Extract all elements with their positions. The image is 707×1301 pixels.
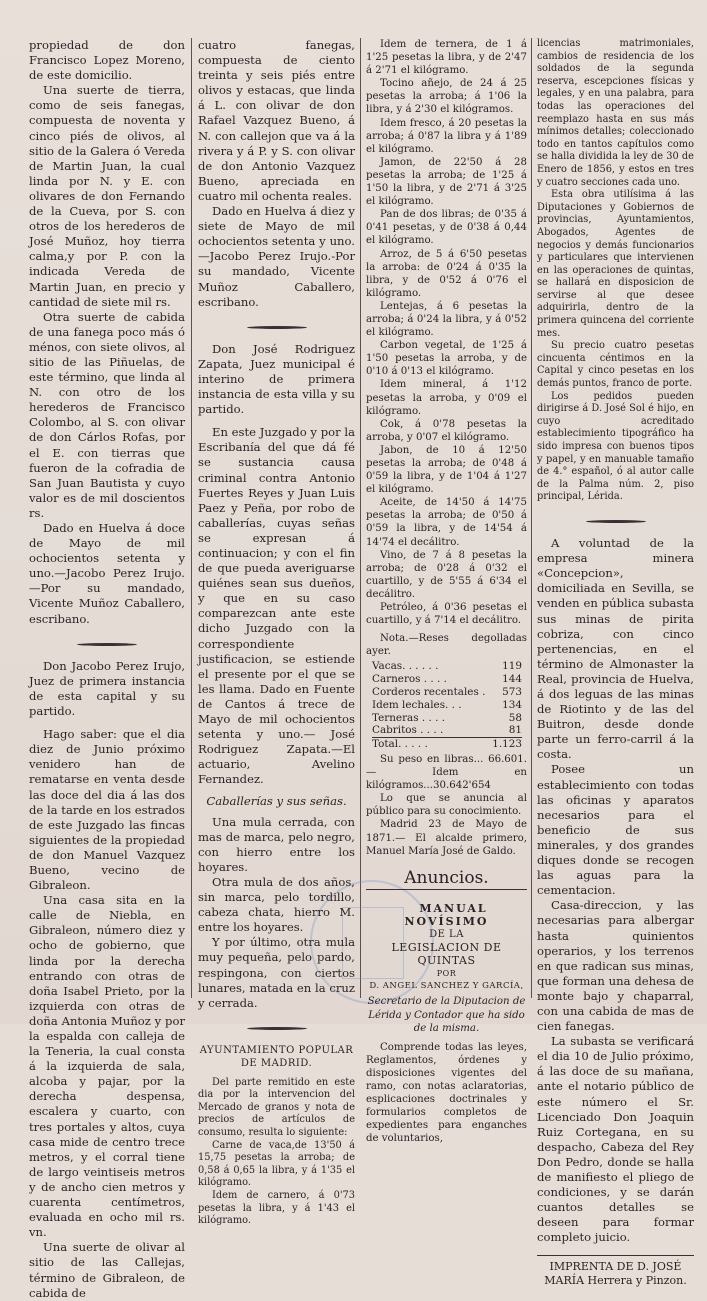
table-row: [372, 686, 522, 699]
table-row: [372, 724, 522, 737]
section-heading: Don Jacobo Perez Irujo, Juez de primera instancia de esta capital y su partido.: [29, 658, 185, 719]
printer-imprint: IMPRENTA DE D. JOSÉ MARÍA Herrera y Pinzon.: [537, 1255, 694, 1288]
ad-title-line: LEGISLACION DE QUINTAS: [391, 941, 502, 968]
table-cell: 81: [508, 724, 522, 737]
subheading: Caballerías y sus señas.: [206, 793, 347, 808]
divider-ornament: [537, 512, 694, 527]
paragraph: Jamon, de 22'50 á 28 pesetas la arroba; de 1'25 á 1'50 la libra, y de 2'71 á 3'25 el kilógramo.: [366, 156, 527, 208]
paragraph: Arroz, de 5 á 6'50 pesetas la arroba: de 0'24 á 0'35 la libra, y de 0'52 á 0'76 el kilógramo.: [366, 248, 527, 299]
table-row: [372, 712, 522, 725]
column-rule: [360, 38, 361, 998]
table-cell: Terneras . . . .: [372, 711, 445, 724]
table-row: [372, 673, 522, 686]
paragraph: Cok, á 0'78 pesetas la arroba, y 0'07 el kilógramo.: [366, 418, 527, 443]
paragraph: Esta obra utilísima á las Diputaciones y Gobiernos de provincias, Ayuntamientos, Abogados, Agentes de negocios y demás funcionarios y particulares que intervienen en las operaciones de quintas, se hallará en disposicion de servirse al que desee adquirirla, dentro de la primera quincena del corriente mes.: [537, 189, 694, 339]
ad-author-title: Secretario de la Diputacion de Lérida y Contador que ha sido de la misma.: [367, 996, 526, 1034]
table-cell: Idem lechales. . .: [372, 698, 462, 711]
section-subtitle: DE MADRID.: [240, 1058, 313, 1069]
column-2: [198, 38, 355, 1228]
table-cell: 573: [502, 686, 522, 698]
paragraph: Posee un establecimiento con todas las oficinas y aparatos necesarios para el beneficio de sus minerales, y dos grandes diques donde se recogen las aguas para la cementacion.: [537, 762, 694, 898]
paragraph: Del parte remitido en este dia por la intervencion del Mercado de granos y nota de precios de artículos de consumo, resulta lo siguiente:: [198, 1076, 355, 1138]
paragraph: A voluntad de la empresa minera «Concepcion», domiciliada en Sevilla, se venden en pública subasta sus minas de pirita cobriza, con cinco pertenencias, en el término de Almonaster la Real, provincia de Huelva, á dos leguas de las minas de Riotinto y de las del Buitron, desde donde parte un ferro-carril á la costa.: [537, 536, 694, 762]
paragraph: Dado en Huelva á diez y siete de Mayo de mil ochocientos setenta y uno.—Jacobo Perez Irujo.-Por su mandado, Vicente Muñoz Caballero, escribano.: [198, 204, 355, 309]
paragraph: Casa-direccion, y las necesarias para albergar hasta quinientos operarios, y los terrenos en que radican sus minas, que forman una dehesa de monte bajo y chaparral, con una cabida de mas de cien fanegas.: [537, 898, 694, 1034]
paragraph: Madrid 23 de Mayo de 1871.— El alcalde primero, Manuel María José de Galdo.: [366, 819, 527, 857]
paragraph: Una suerte de olivar al sitio de las Callejas, término de Gibraleon, de cabida de: [29, 1240, 185, 1300]
ad-title-line: DE LA: [429, 929, 464, 941]
table-cell: Corderos recentales .: [372, 686, 486, 698]
paragraph: Una casa sita en la calle de Niebla, en Gibraleon, número diez y ocho de gobierno, que linda por la derecha entrando con otras de doña Isabel Prieto, por la izquierda con otras de doña Antonia Muñoz y por la espalda con calleja de la Teneria, la cual consta á la izquierda de sala, alcoba y pajar, por la derecha despensa, escalera y cuarto, con tres portales y altos, cuya casa mide de centro trece metros, y el corral tiene de largo veintiseis metros y de ancho cien metros y cuarenta centímetros, evaluada en ocho mil rs. vn.: [29, 893, 185, 1240]
table-cell: 1.123: [492, 738, 522, 751]
paragraph: Una suerte de tierra, como de seis fanegas, compuesta de noventa y cinco piés de olivos, al sitio de la Galera ó Vereda de Martin Juan, la cual linda por N. y E. con olivares de don Fernando de la Cueva, por S. con otros de los herederos de José Muñoz, hoy tierra calma,y por P. con la indicada Vereda de Martin Juan, en precio y cantidad de siete mil rs.: [29, 83, 185, 309]
table-total-row: [372, 738, 522, 751]
paragraph: propiedad de don Francisco Lopez Moreno, de este domicilio.: [29, 38, 185, 83]
section-title: AYUNTAMIENTO POPULAR: [199, 1044, 354, 1056]
paragraph: Vino, de 7 á 8 pesetas la arroba; de 0'28 á 0'32 el cuartillo, y de 5'55 á 6'34 el decálitro.: [366, 549, 527, 600]
paragraph: Lentejas, á 6 pesetas la arroba; á 0'24 la libra, y á 0'52 el kilógramo.: [366, 300, 527, 339]
paragraph: Otra mula de dos años, sin marca, pelo tordillo, cabeza chata, hierro M. entre los hoyares.: [198, 874, 355, 935]
table-cell: 144: [502, 673, 522, 686]
column-rule: [191, 38, 192, 998]
ad-title: MANUAL NOVÍSIMO: [404, 901, 489, 928]
table-cell: Cabritos . . . .: [372, 724, 444, 737]
paragraph: Carbon vegetal, de 1'25 á 1'50 pesetas la arroba, y de 0'10 á 0'13 el kilógramo.: [366, 340, 527, 378]
paragraph: Su peso en libras... 66.601.— Idem en kilógramos...30.642'654: [366, 753, 527, 792]
paragraph: En este Juzgado y por la Escribanía del que dá fé se sustancia causa criminal contra Antonio Fuertes Reyes y Juan Luis Paez y Peña, por robo de caballerías, cuyas señas se expresan á continuacion; y con el fin de que pueda averiguarse quiénes sean sus dueños, y que en su caso comparezcan ante este dicho Juzgado con la correspondiente justificacion, se estiende el presente por el que se les llama. Dado en Fuente de Cantos á trece de Mayo de mil ochocientos setenta y uno.— José Rodriguez Zapata.—El actuario, Avelino Fernandez.: [198, 425, 355, 787]
paragraph: Una mula cerrada, con mas de marca, pelo negro, con hierro entre los hoyares.: [198, 814, 355, 874]
table-cell: 119: [502, 660, 522, 673]
divider-ornament: [29, 635, 185, 650]
table-row: [372, 660, 522, 673]
column-4: [537, 38, 694, 1288]
paragraph: Idem fresco, á 20 pesetas la arroba; á 0'87 la libra y á 1'89 el kilógramo.: [366, 117, 527, 155]
table-cell: 134: [502, 698, 522, 711]
paragraph: Dado en Huelva á doce de Mayo de mil ochocientos setenta y uno.—Jacobo Perez Irujo.—Por su mandado, Vicente Muñoz Caballero, escribano.: [29, 521, 185, 626]
table-cell: Total. . . . .: [372, 738, 428, 751]
livestock-table: [372, 660, 522, 751]
paragraph: Los pedidos pueden dirigirse á D. José Sol é hijo, en cuyo acreditado establecimiento tipográfico ha sido impresa con buenos tipos y papel, y en manuable tamaño de 4.° español, ó al autor calle de la Palma núm. 2, piso principal, Lérida.: [537, 390, 694, 503]
table-row: [372, 699, 522, 712]
table-cell: Carneros . . . .: [372, 673, 447, 686]
anuncios-heading: Anuncios.: [366, 872, 527, 890]
divider-ornament: [198, 318, 355, 333]
paragraph: Idem de carnero, á 0'73 pesetas la libra, y á 1'43 el kilógramo.: [198, 1189, 355, 1227]
paragraph: La subasta se verificará el dia 10 de Julio próximo, á las doce de su mañana, ante el notario público de este número el Sr. Licenciado Don Joaquin Ruiz Cortegana, en su despacho, Cabeza del Rey Don Pedro, donde se halla de manifiesto el pliego de condiciones, y se darán cuantos detalles se deseen para formar completo juicio.: [537, 1034, 694, 1245]
paragraph: Idem de ternera, de 1 á 1'25 pesetas la libra, y de 2'47 á 2'71 el kilógramo.: [366, 39, 527, 77]
paragraph: Petróleo, á 0'36 pesetas el cuartillo, y á 7'14 el decálitro.: [366, 602, 527, 627]
paragraph: Lo que se anuncia al público para su conocimiento.: [366, 793, 527, 818]
ad-title-line: POR: [436, 969, 457, 979]
divider-ornament: [198, 1019, 355, 1034]
paragraph: Otra suerte de cabida de una fanega poco más ó ménos, con siete olivos, al sitio de las Piñuelas, de este término, que linda al N. con otro de los herederos de Francisco Colombo, al S. con olivar de don Cárlos Rofas, por el E. con tierras que fueron de la cofradia de San Juan Bautista y cuyo valor es de mil doscientos rs.: [29, 309, 185, 520]
paragraph: Y por último, otra mula muy pequeña, pelo pardo, respingona, con ciertos lunares, matada en la cruz y cerrada.: [198, 935, 355, 1010]
paragraph: Pan de dos libras; de 0'35 á 0'41 pesetas, y de 0'38 á 0,44 el kilógramo.: [366, 209, 527, 247]
paragraph: Comprende todas las leyes, Reglamentos, órdenes y disposiciones vigentes del ramo, con notas aclaratorias, esplicaciones doctrinales y formularios completos de expedientes para enganches de voluntarios,: [366, 1041, 527, 1145]
column-1: [29, 38, 185, 1301]
paragraph: Aceite, de 14'50 á 14'75 pesetas la arroba; de 0'50 á 0'59 la libra, y de 14'54 á 14'74 el decálitro.: [366, 497, 527, 548]
column-3: [366, 38, 527, 1146]
paragraph: Su precio cuatro pesetas cincuenta céntimos en la Capital y cinco pesetas en los demás puntos, franco de porte.: [537, 340, 694, 390]
note-heading: Nota.—Reses degolladas ayer.: [366, 633, 527, 658]
table-cell: Vacas. . . . . .: [372, 660, 439, 673]
paragraph: Tocino añejo, de 24 á 25 pesetas la arroba; á 1'06 la libra, y á 2'30 el kilógramos.: [366, 78, 527, 116]
paragraph: Carne de vaca,de 13'50 á 15,75 pesetas la arroba; de 0,58 á 0,65 la libra, y á 1'35 el kilógramo.: [198, 1139, 355, 1189]
paragraph: Hago saber: que el dia diez de Junio próximo venidero han de rematarse en venta desde las doce del dia á las dos de la tarde en los estrados de este Juzgado las fincas siguientes de la propiedad de don Manuel Vazquez Bueno, vecino de Gibraleon.: [29, 727, 185, 893]
paragraph: Jabon, de 10 á 12'50 pesetas la arroba; de 0'48 á 0'59 la libra, y de 1'04 á 1'27 el kilógramo.: [366, 444, 527, 496]
column-rule: [531, 38, 532, 998]
table-cell: 58: [508, 711, 522, 724]
ad-author: D. ANGEL SANCHEZ Y GARCÍA,: [369, 981, 524, 992]
paragraph: cuatro fanegas, compuesta de ciento treinta y seis piés entre olivos y estacas, que linda á L. con olivar de don Rafael Vazquez Bueno, á N. con callejon que va á la rivera y á P. y S. con olivar de don Antonio Vazquez Bueno, apreciada en cuatro mil ochenta reales.: [198, 38, 355, 203]
paragraph: licencias matrimoniales, cambios de residencia de los soldados de la segunda reserva, escepciones físicas y legales, y en una palabra, para todas las operaciones del reemplazo hasta en sus más mínimos detalles; coleccionado todo en tantos capítulos como se halla dividida la ley de 30 de Enero de 1856, y estos en tres y cuatro secciones cada uno.: [537, 38, 694, 188]
section-heading: Don José Rodriguez Zapata, Juez municipal é interino de primera instancia de esta villa y su partido.: [198, 341, 355, 417]
paragraph: Idem mineral, á 1'12 pesetas la arroba, y 0'09 el kilógramo.: [366, 379, 527, 417]
